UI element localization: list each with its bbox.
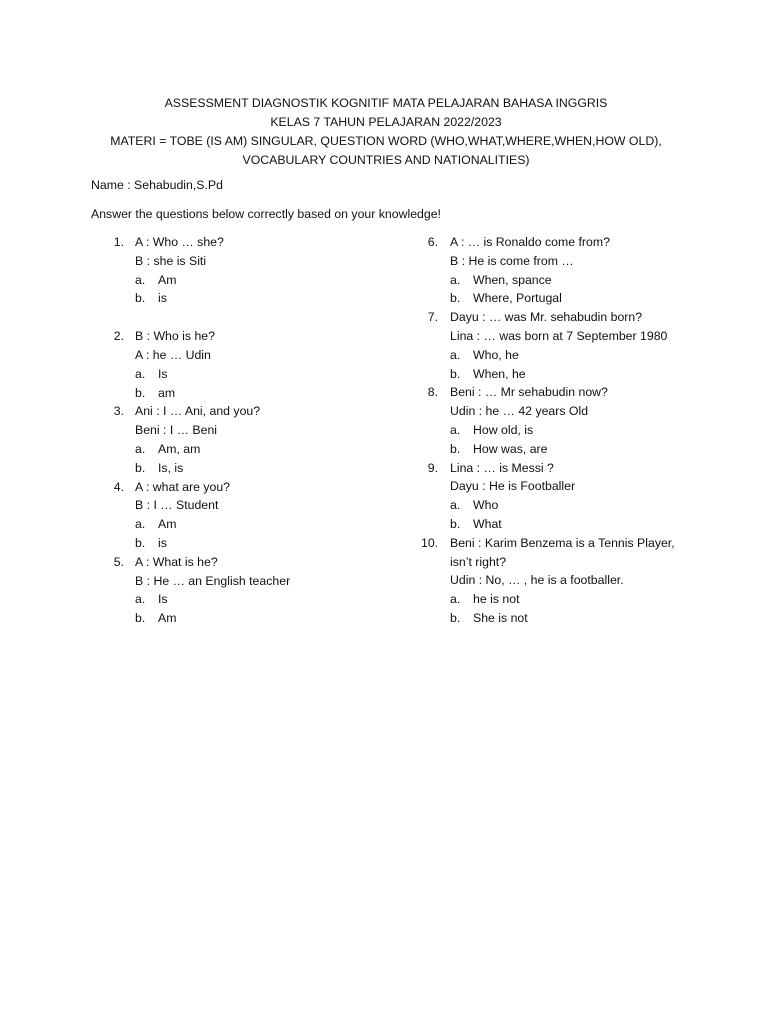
- question-line: A : … is Ronaldo come from?: [450, 235, 610, 249]
- spacer: [110, 308, 410, 327]
- answer-option: [135, 609, 410, 628]
- option-text: She is not: [473, 610, 528, 625]
- questions-left-column: [110, 233, 410, 628]
- option-text: Who, he: [473, 347, 519, 362]
- answer-option: [450, 609, 725, 628]
- option-text: How old, is: [473, 422, 534, 437]
- answer-option: [450, 515, 725, 534]
- question-line: Lina : … is Messi ?: [450, 460, 554, 475]
- question-number: 8.: [427, 385, 438, 400]
- question-line: Beni : Karim Benzema is a Tennis Player,: [450, 535, 675, 550]
- option-letter: b.: [135, 611, 146, 626]
- option-letter: b.: [135, 291, 146, 306]
- option-letter: a.: [450, 347, 461, 362]
- option-text: What: [473, 516, 502, 531]
- question-number: 6.: [427, 235, 438, 249]
- question-item: [425, 383, 725, 458]
- option-text: am: [158, 385, 176, 400]
- option-letter: a.: [450, 592, 461, 607]
- answer-option: [135, 271, 410, 290]
- question-line: Udin : No, … , he is a footballer.: [450, 573, 624, 588]
- question-line: Ani : I … Ani, and you?: [135, 404, 261, 419]
- question-number: 9.: [427, 460, 438, 475]
- question-line: A : What is he?: [135, 554, 218, 569]
- question-number: 3.: [113, 404, 124, 419]
- answer-option: [135, 440, 410, 459]
- question-item: [425, 459, 725, 534]
- header-material-cont: VOCABULARY COUNTRIES AND NATIONALITIES): [242, 153, 530, 167]
- header-class-year: KELAS 7 TAHUN PELAJARAN 2022/2023: [270, 115, 502, 129]
- question-line: B : He is come from …: [450, 253, 574, 268]
- question-number: 1.: [113, 235, 124, 249]
- answer-option: [135, 289, 410, 308]
- answer-option: [135, 515, 410, 534]
- answer-option: [135, 384, 410, 403]
- instruction-text: Answer the questions below correctly based on your knowledge!: [91, 207, 441, 221]
- option-text: Is: [158, 592, 168, 607]
- option-text: is: [158, 291, 167, 306]
- question-item: [110, 478, 410, 553]
- option-letter: b.: [450, 516, 461, 531]
- question-item: [425, 233, 725, 308]
- option-letter: b.: [450, 291, 461, 306]
- question-item: [110, 233, 410, 308]
- question-item: [110, 553, 410, 628]
- answer-option: [450, 496, 725, 515]
- question-number: 4.: [113, 479, 124, 494]
- question-line: A : Who … she?: [135, 235, 224, 249]
- header-material: MATERI = TOBE (IS AM) SINGULAR, QUESTION WORD (WHO,WHAT,WHERE,WHEN,HOW OLD),: [110, 134, 662, 148]
- question-line: B : He … an English teacher: [135, 573, 291, 588]
- answer-option: [135, 365, 410, 384]
- answer-option: [450, 365, 725, 384]
- option-letter: a.: [450, 422, 461, 437]
- option-text: he is not: [473, 592, 520, 607]
- option-letter: b.: [450, 366, 461, 381]
- option-text: Am: [158, 272, 177, 287]
- answer-option: [135, 590, 410, 609]
- document-header: [60, 94, 712, 170]
- header-title: ASSESSMENT DIAGNOSTIK KOGNITIF MATA PELAJARAN BAHASA INGGRIS: [164, 96, 608, 110]
- option-letter: a.: [450, 272, 461, 287]
- question-line: Udin : he … 42 years Old: [450, 404, 589, 419]
- option-letter: a.: [135, 592, 146, 607]
- option-letter: b.: [450, 441, 461, 456]
- option-letter: b.: [450, 610, 461, 625]
- option-letter: a.: [135, 441, 146, 456]
- question-line: isn’t right?: [450, 554, 507, 569]
- answer-option: [450, 421, 725, 440]
- option-text: Am: [158, 611, 177, 626]
- option-letter: b.: [135, 385, 146, 400]
- question-line: A : he … Udin: [135, 347, 211, 362]
- option-text: When, spance: [473, 272, 552, 287]
- question-line: A : what are you?: [135, 479, 231, 494]
- question-number: 5.: [113, 554, 124, 569]
- answer-option: [450, 440, 725, 459]
- option-text: is: [158, 535, 167, 550]
- questions-right-column: [421, 233, 725, 628]
- question-item: [421, 534, 725, 628]
- option-letter: a.: [450, 498, 461, 513]
- answer-option: [450, 289, 725, 308]
- question-item: [425, 308, 725, 383]
- question-item: [110, 327, 410, 402]
- question-line: B : she is Siti: [135, 253, 207, 268]
- option-text: How was, are: [473, 441, 548, 456]
- answer-option: [450, 590, 725, 609]
- question-line: Dayu : He is Footballer: [450, 479, 576, 494]
- question-number: 2.: [113, 329, 124, 344]
- answer-option: [450, 346, 725, 365]
- option-letter: b.: [135, 460, 146, 475]
- question-item: [110, 402, 410, 477]
- option-text: When, he: [473, 366, 526, 381]
- option-text: Am: [158, 517, 177, 532]
- question-line: B : Who is he?: [135, 329, 215, 344]
- answer-option: [135, 459, 410, 478]
- question-line: B : I … Student: [135, 498, 219, 513]
- option-letter: a.: [135, 272, 146, 287]
- question-number: 7.: [427, 310, 438, 325]
- option-letter: b.: [135, 535, 146, 550]
- option-text: Who: [473, 498, 499, 513]
- name-line: Name : Sehabudin,S.Pd: [91, 178, 223, 192]
- option-letter: a.: [135, 517, 146, 532]
- question-number: 10.: [421, 535, 439, 550]
- option-text: Is: [158, 366, 168, 381]
- option-text: Where, Portugal: [473, 291, 562, 306]
- question-line: Lina : … was born at 7 September 1980: [450, 328, 668, 343]
- answer-option: [135, 534, 410, 553]
- option-letter: a.: [135, 366, 146, 381]
- question-line: Beni : I … Beni: [135, 423, 218, 438]
- question-line: Beni : … Mr sehabudin now?: [450, 385, 608, 400]
- question-line: Dayu : … was Mr. sehabudin born?: [450, 310, 643, 325]
- option-text: Is, is: [158, 460, 184, 475]
- answer-option: [450, 271, 725, 290]
- option-text: Am, am: [158, 441, 201, 456]
